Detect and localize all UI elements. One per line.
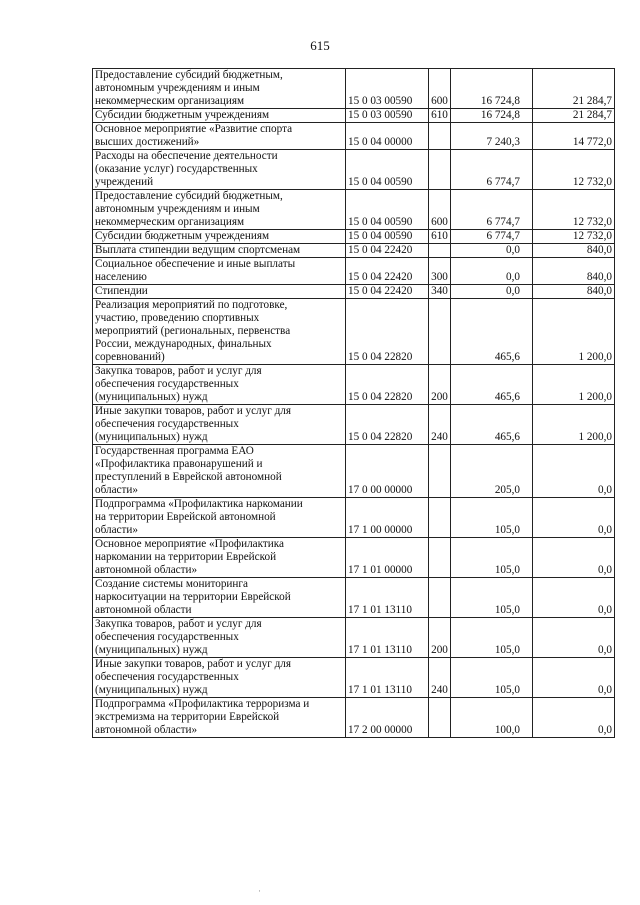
row-amount-2-cell: 0,0 [533, 498, 615, 538]
row-amount-2-cell: 1 200,0 [533, 405, 615, 445]
row-amount-2-cell: 0,0 [533, 445, 615, 498]
row-expense-type-cell [429, 299, 451, 365]
row-expense-type-cell [429, 578, 451, 618]
row-expense-type-cell [429, 445, 451, 498]
row-code-cell: 17 2 00 00000 [346, 698, 429, 738]
row-amount-2-cell: 21 284,7 [533, 109, 615, 123]
row-name-cell: Субсидии бюджетным учреждениям [93, 230, 346, 244]
row-name-cell: Закупка товаров, работ и услуг для обеспечения государственных (муниципальных) нужд [93, 365, 346, 405]
row-amount-1-cell: 105,0 [451, 538, 533, 578]
table-row [93, 299, 615, 365]
table-row [93, 405, 615, 445]
row-amount-1-cell: 6 774,7 [451, 190, 533, 230]
row-amount-1-cell: 0,0 [451, 258, 533, 285]
row-amount-2-cell: 840,0 [533, 244, 615, 258]
row-amount-2-cell: 840,0 [533, 258, 615, 285]
row-amount-1-cell: 205,0 [451, 445, 533, 498]
row-amount-1-cell: 16 724,8 [451, 109, 533, 123]
table-row [93, 538, 615, 578]
row-expense-type-cell [429, 698, 451, 738]
table-row [93, 285, 615, 299]
row-code-cell: 15 0 04 22820 [346, 299, 429, 365]
row-code-cell: 15 0 04 00000 [346, 123, 429, 150]
row-name-cell: Расходы на обеспечение деятельности (оказание услуг) государственных учреждений [93, 150, 346, 190]
row-amount-2-cell: 0,0 [533, 618, 615, 658]
row-name-cell: Подпрограмма «Профилактика терроризма и экстремизма на территории Еврейской автономной области» [93, 698, 346, 738]
row-name-cell: Реализация мероприятий по подготовке, участию, проведению спортивных мероприятий (региональных, первенства России, международных, финальных соревнований) [93, 299, 346, 365]
row-code-cell: 17 0 00 00000 [346, 445, 429, 498]
row-amount-1-cell: 0,0 [451, 244, 533, 258]
row-name-cell: Выплата стипендии ведущим спортсменам [93, 244, 346, 258]
row-code-cell: 15 0 04 22420 [346, 258, 429, 285]
page-number: 615 [310, 38, 330, 53]
row-amount-1-cell: 6 774,7 [451, 230, 533, 244]
row-amount-2-cell: 0,0 [533, 698, 615, 738]
table-row [93, 618, 615, 658]
row-name-cell: Создание системы мониторинга наркоситуации на территории Еврейской автономной области [93, 578, 346, 618]
row-code-cell: 15 0 04 00590 [346, 150, 429, 190]
row-amount-1-cell: 100,0 [451, 698, 533, 738]
row-expense-type-cell: 610 [429, 230, 451, 244]
table-row [93, 244, 615, 258]
row-expense-type-cell: 300 [429, 258, 451, 285]
row-expense-type-cell: 200 [429, 365, 451, 405]
row-code-cell: 15 0 04 00590 [346, 190, 429, 230]
row-amount-2-cell: 0,0 [533, 578, 615, 618]
row-code-cell: 17 1 01 00000 [346, 538, 429, 578]
row-name-cell: Основное мероприятие «Развитие спорта высших достижений» [93, 123, 346, 150]
row-amount-1-cell: 6 774,7 [451, 150, 533, 190]
row-amount-2-cell: 21 284,7 [533, 69, 615, 109]
row-name-cell: Подпрограмма «Профилактика наркомании на территории Еврейской автономной области» [93, 498, 346, 538]
row-amount-2-cell: 840,0 [533, 285, 615, 299]
row-expense-type-cell [429, 498, 451, 538]
table-row [93, 258, 615, 285]
row-name-cell: Предоставление субсидий бюджетным, автономным учреждениям и иным некоммерческим организациям [93, 190, 346, 230]
row-name-cell: Государственная программа ЕАО «Профилактика правонарушений и преступлений в Еврейской автономной области» [93, 445, 346, 498]
row-amount-1-cell: 105,0 [451, 618, 533, 658]
row-code-cell: 15 0 04 22820 [346, 405, 429, 445]
row-amount-1-cell: 7 240,3 [451, 123, 533, 150]
row-amount-2-cell: 12 732,0 [533, 150, 615, 190]
row-amount-1-cell: 465,6 [451, 405, 533, 445]
table-row [93, 123, 615, 150]
row-expense-type-cell: 600 [429, 69, 451, 109]
row-name-cell: Социальное обеспечение и иные выплаты населению [93, 258, 346, 285]
table-row [93, 150, 615, 190]
row-expense-type-cell: 240 [429, 405, 451, 445]
row-amount-2-cell: 1 200,0 [533, 299, 615, 365]
row-expense-type-cell [429, 123, 451, 150]
row-amount-1-cell: 105,0 [451, 658, 533, 698]
row-code-cell: 15 0 03 00590 [346, 69, 429, 109]
row-code-cell: 15 0 04 22420 [346, 285, 429, 299]
row-name-cell: Закупка товаров, работ и услуг для обеспечения государственных (муниципальных) нужд [93, 618, 346, 658]
row-expense-type-cell: 340 [429, 285, 451, 299]
row-code-cell: 17 1 00 00000 [346, 498, 429, 538]
budget-table [92, 68, 615, 738]
table-row [93, 498, 615, 538]
row-amount-2-cell: 12 732,0 [533, 190, 615, 230]
row-expense-type-cell: 240 [429, 658, 451, 698]
row-code-cell: 15 0 03 00590 [346, 109, 429, 123]
table-row [93, 698, 615, 738]
row-expense-type-cell [429, 150, 451, 190]
table-row [93, 365, 615, 405]
footer-mark: · [258, 886, 261, 896]
row-code-cell: 17 1 01 13110 [346, 618, 429, 658]
row-amount-1-cell: 465,6 [451, 299, 533, 365]
table-row [93, 109, 615, 123]
row-expense-type-cell: 200 [429, 618, 451, 658]
row-amount-2-cell: 0,0 [533, 658, 615, 698]
row-amount-1-cell: 105,0 [451, 578, 533, 618]
table-row [93, 445, 615, 498]
row-name-cell: Иные закупки товаров, работ и услуг для обеспечения государственных (муниципальных) нужд [93, 405, 346, 445]
row-expense-type-cell [429, 538, 451, 578]
row-name-cell: Иные закупки товаров, работ и услуг для обеспечения государственных (муниципальных) нужд [93, 658, 346, 698]
table-row [93, 578, 615, 618]
row-expense-type-cell: 610 [429, 109, 451, 123]
row-code-cell: 15 0 04 22420 [346, 244, 429, 258]
row-amount-2-cell: 14 772,0 [533, 123, 615, 150]
row-code-cell: 15 0 04 00590 [346, 230, 429, 244]
row-name-cell: Основное мероприятие «Профилактика наркомании на территории Еврейской автономной области» [93, 538, 346, 578]
table-row [93, 190, 615, 230]
row-amount-1-cell: 465,6 [451, 365, 533, 405]
row-code-cell: 17 1 01 13110 [346, 658, 429, 698]
table-row [93, 230, 615, 244]
row-amount-1-cell: 0,0 [451, 285, 533, 299]
row-name-cell: Субсидии бюджетным учреждениям [93, 109, 346, 123]
row-amount-2-cell: 1 200,0 [533, 365, 615, 405]
row-name-cell: Стипендии [93, 285, 346, 299]
row-name-cell: Предоставление субсидий бюджетным, автономным учреждениям и иным некоммерческим организациям [93, 69, 346, 109]
row-code-cell: 17 1 01 13110 [346, 578, 429, 618]
row-amount-1-cell: 105,0 [451, 498, 533, 538]
table-row [93, 69, 615, 109]
row-expense-type-cell [429, 244, 451, 258]
row-code-cell: 15 0 04 22820 [346, 365, 429, 405]
row-amount-1-cell: 16 724,8 [451, 69, 533, 109]
table-row [93, 658, 615, 698]
row-amount-2-cell: 12 732,0 [533, 230, 615, 244]
row-expense-type-cell: 600 [429, 190, 451, 230]
row-amount-2-cell: 0,0 [533, 538, 615, 578]
budget-table-body [93, 69, 615, 738]
